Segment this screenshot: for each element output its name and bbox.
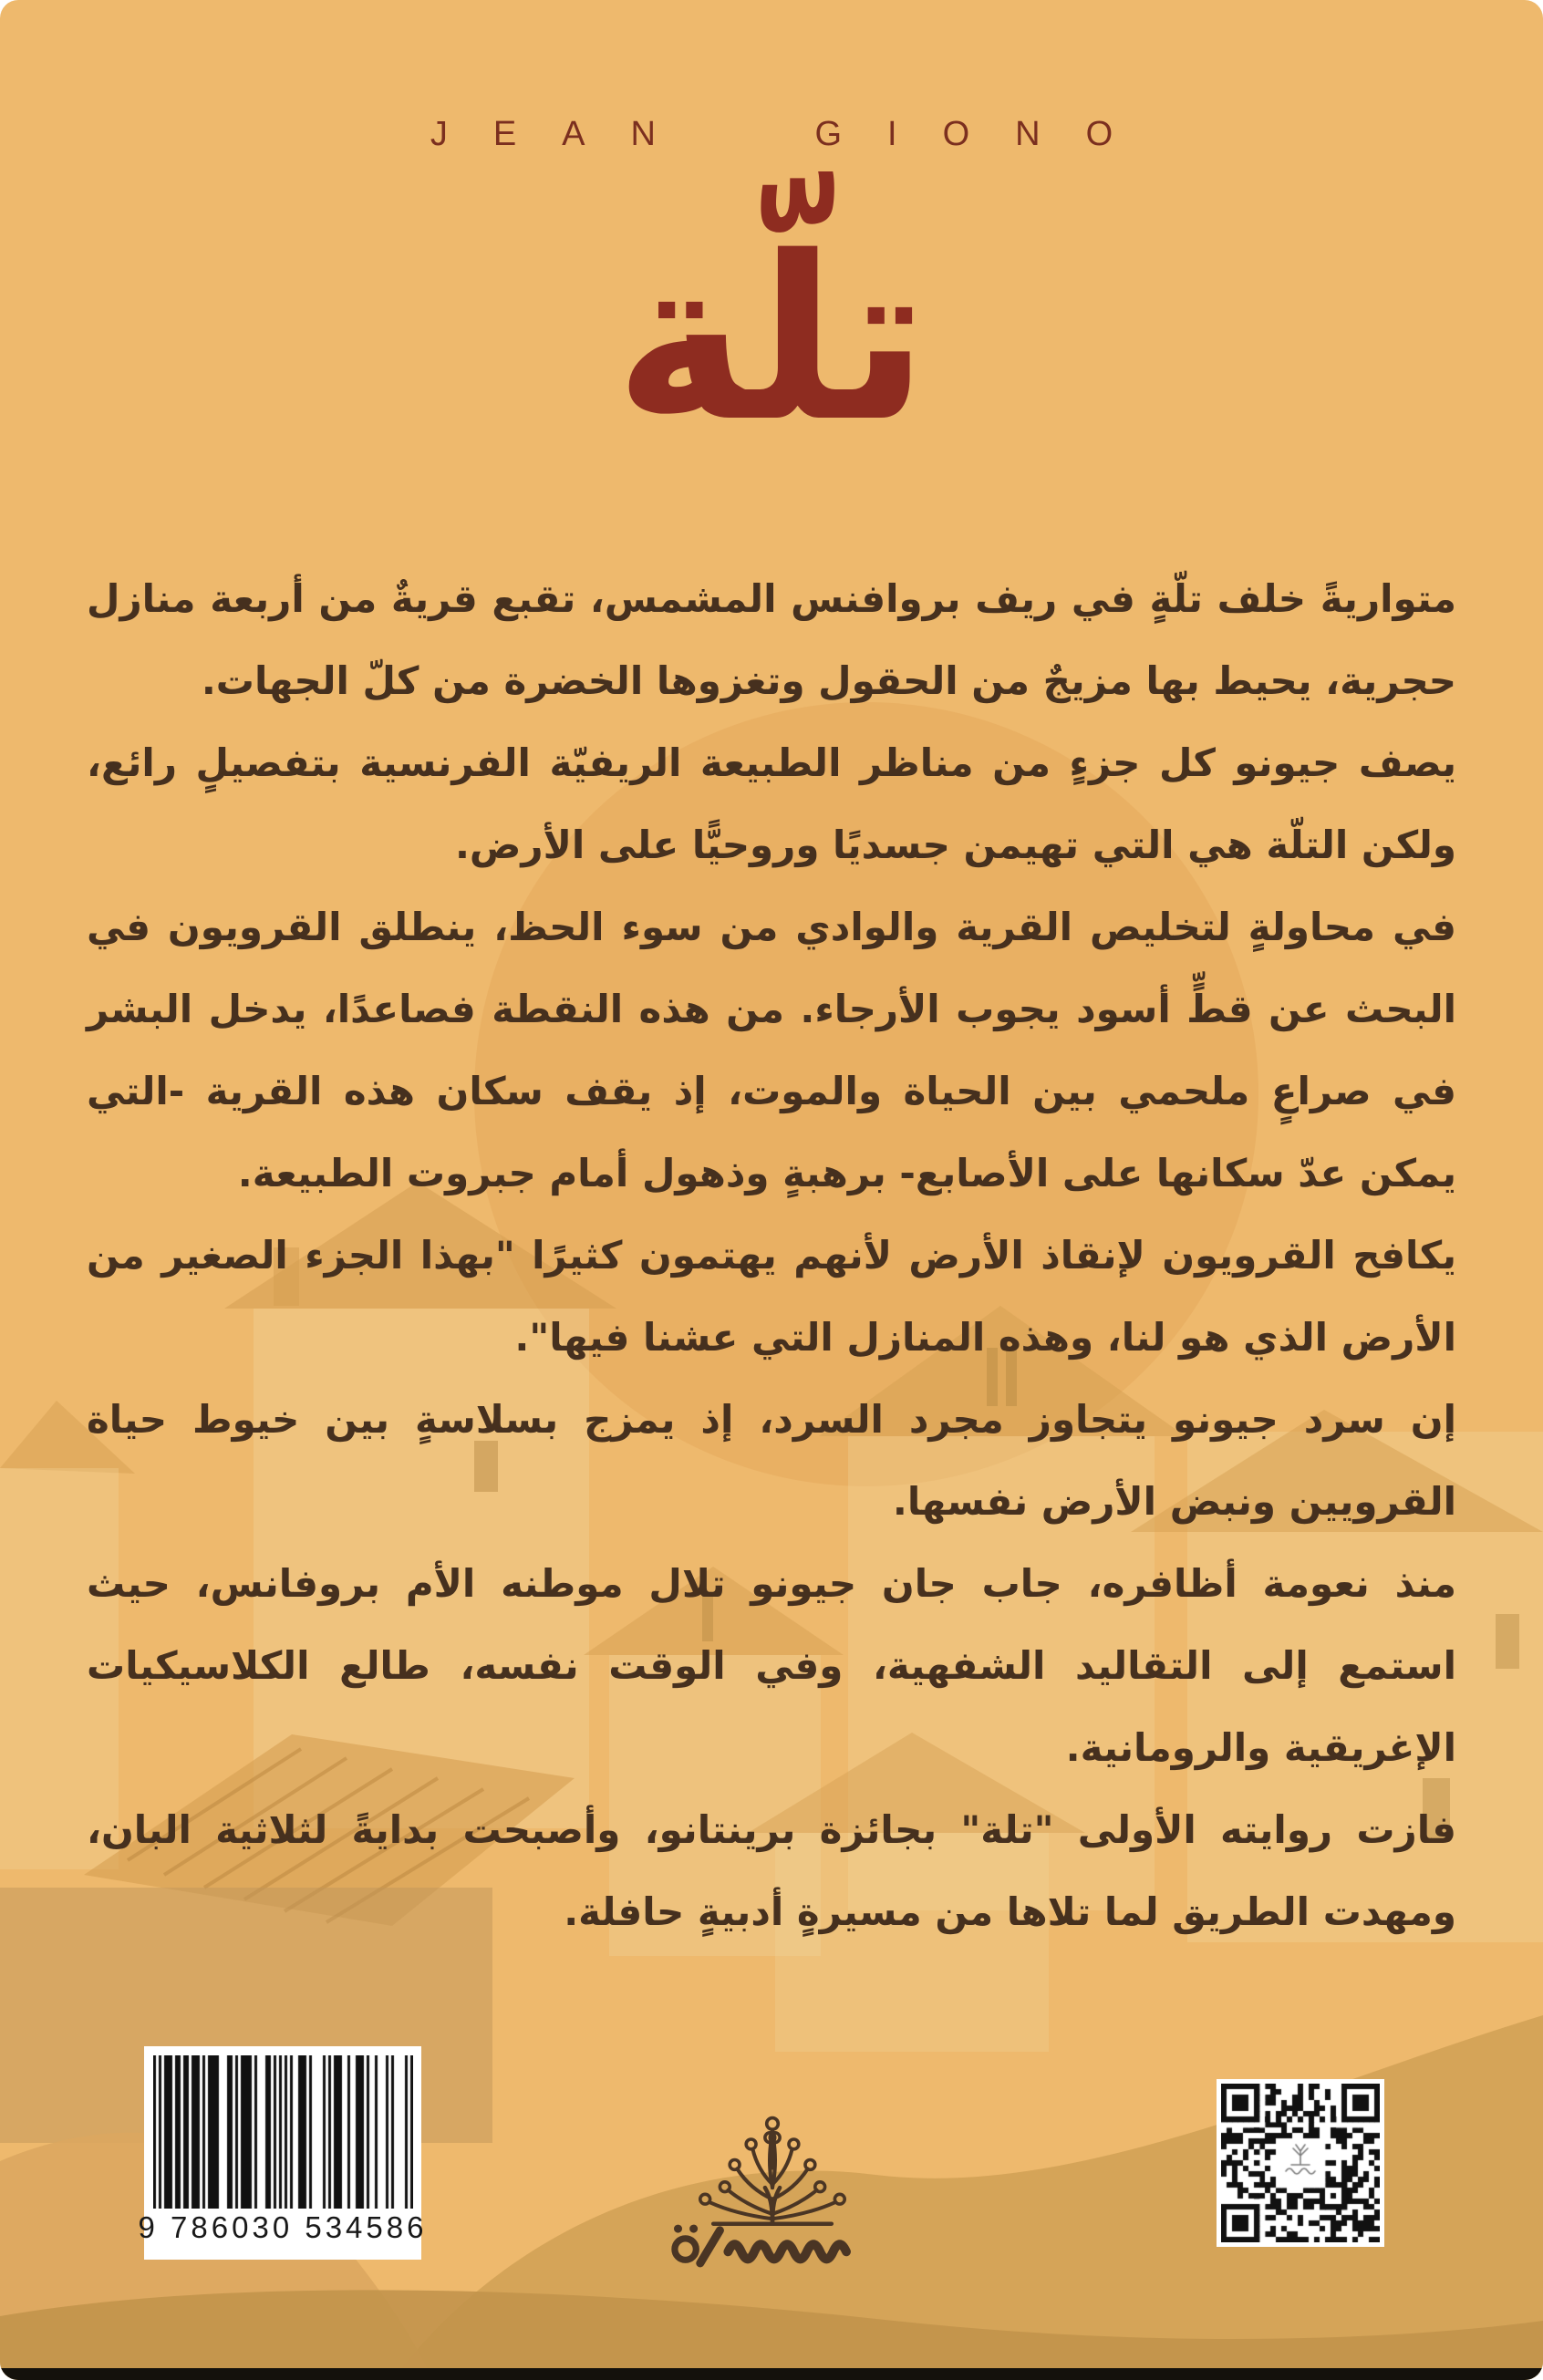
publisher-wordmark [674, 2225, 846, 2263]
synopsis-paragraph: منذ نعومة أظافره، جاب جان جيونو تلال موطنه الأم بروفانس، حيث استمع إلى التقاليد الشفهية، وفي الوقت نفسه، طالع الكلاسيكيات الإغريقية والرومانية. [87, 1561, 1456, 1770]
synopsis-paragraph: متواريةً خلف تلّةٍ في ريف بروافنس المشمس، تقبع قريةٌ من أربعة منازل حجرية، يحيط بها مزيجٌ من الحقول وتغزوها الخضرة من كلّ الجهات. [87, 576, 1456, 703]
barcode-bars [153, 2055, 413, 2209]
qr-code-pattern [1221, 2084, 1380, 2242]
qr-code [1217, 2079, 1384, 2247]
synopsis-paragraph: فازت روايته الأولى "تلة" بجائزة برينتانو، وأصبحت بدايةً لثلاثية البان، ومهدت الطريق لما تلاها من مسيرةٍ أدبيةٍ حافلة. [87, 1807, 1456, 1934]
synopsis-paragraph: إن سرد جيونو يتجاوز مجرد السرد، إذ يمزج بسلاسةٍ بين خيوط حياة القرويين ونبض الأرض نفسها. [87, 1397, 1456, 1524]
bottom-edge-strip [0, 2368, 1543, 2380]
synopsis-paragraph: في محاولةٍ لتخليص القرية والوادي من سوء الحظ، ينطلق القرويون في البحث عن قطٍّ أسود يجوب الأرجاء. من هذه النقطة فصاعدًا، يدخل البشر في صراعٍ ملحمي بين الحياة والموت، إذ يقف سكان هذه القرية -التي يمكن عدّ سكانها على الأصابع- برهبةٍ وذهول أمام جبروت الطبيعة. [87, 905, 1456, 1195]
synopsis-paragraph: يصف جيونو كل جزءٍ من مناظر الطبيعة الريفيّة الفرنسية بتفصيلٍ رائع، ولكن التلّة هي التي تهيمن جسديًا وروحيًّا على الأرض. [87, 740, 1456, 867]
synopsis-paragraph: يكافح القرويون لإنقاذ الأرض لأنهم يهتمون كثيرًا "بهذا الجزء الصغير من الأرض الذي هو لنا، وهذه المنازل التي عشنا فيها". [87, 1233, 1456, 1360]
publisher-logo [649, 2063, 896, 2282]
author-name: JEAN GIONO [430, 115, 1159, 153]
synopsis [87, 558, 1456, 1953]
publisher-tree-icon [649, 2063, 896, 2282]
isbn-barcode [138, 2046, 428, 2260]
isbn-number: 9 786030 534586 [138, 2210, 428, 2244]
book-title: تلّة [614, 209, 929, 471]
